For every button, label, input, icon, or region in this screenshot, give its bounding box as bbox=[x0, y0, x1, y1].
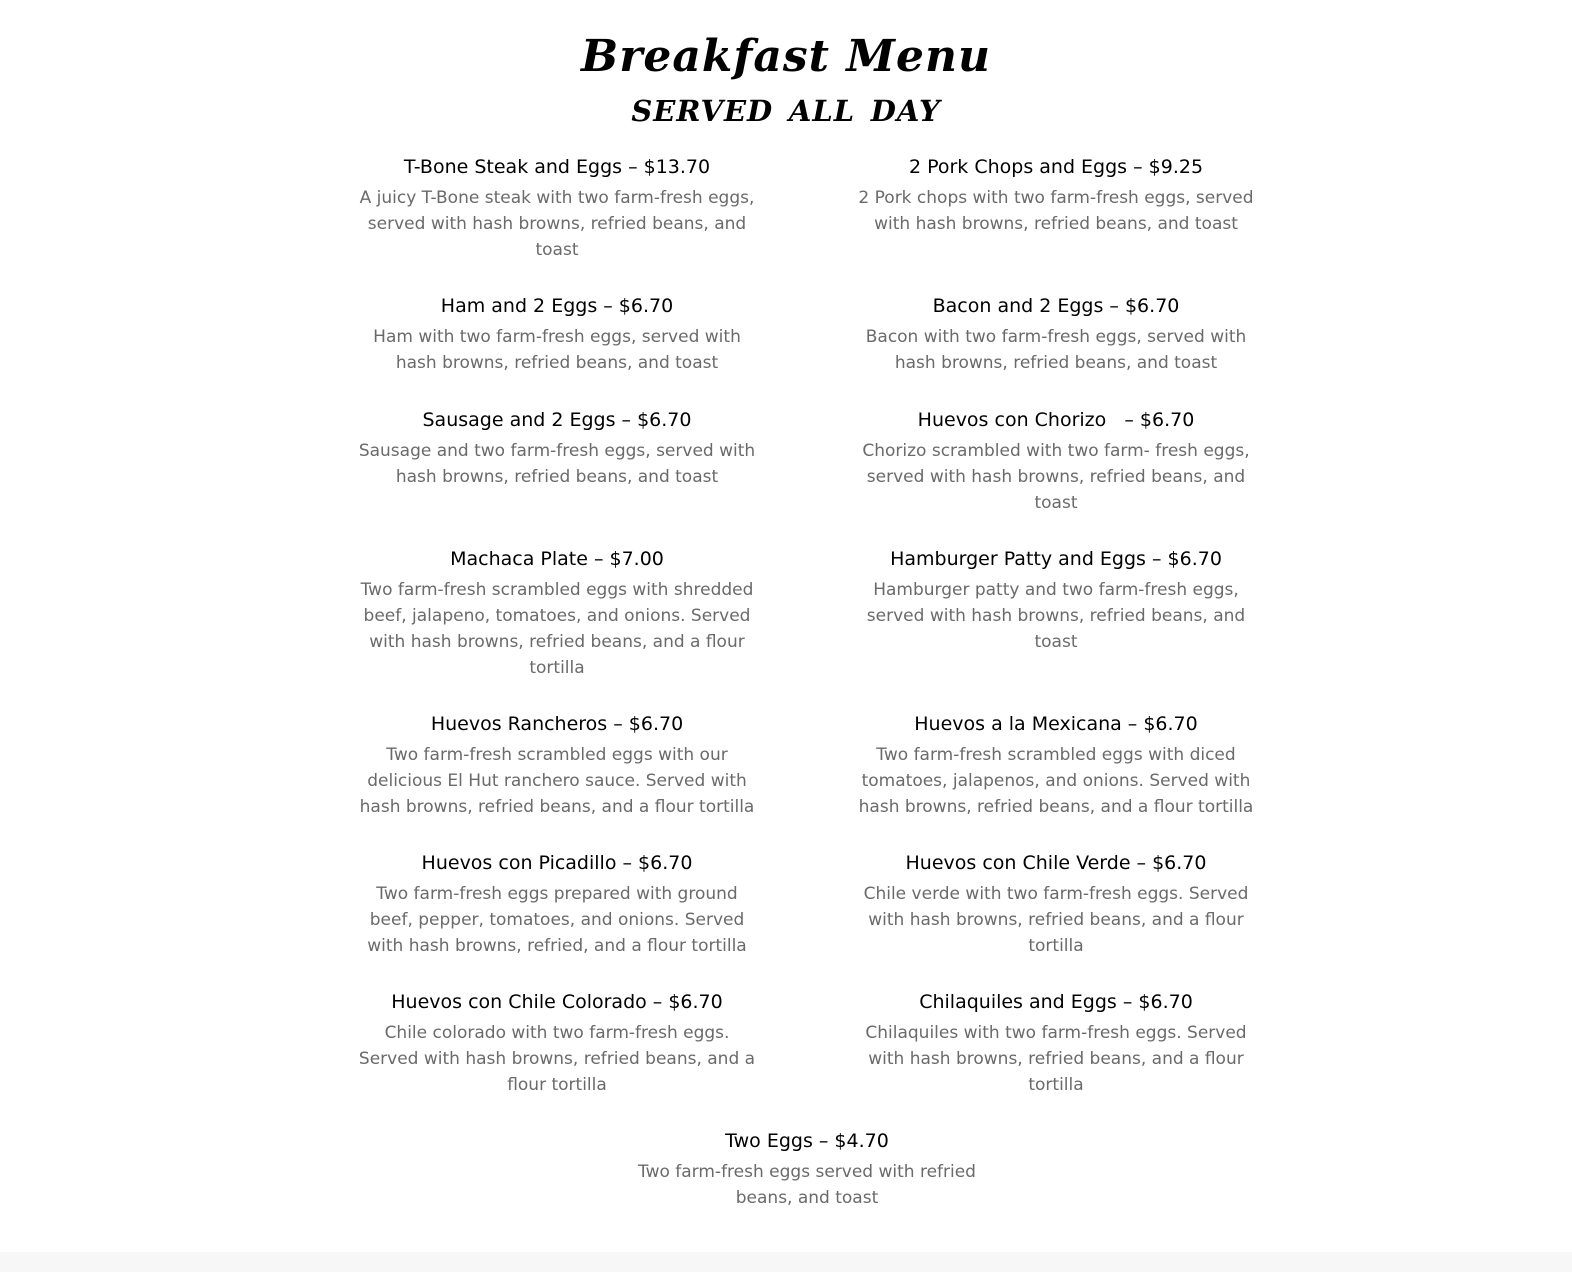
menu-item-ham-and-eggs bbox=[357, 294, 757, 376]
menu-item-description: 2 Pork chops with two farm-fresh eggs, served with hash browns, refried beans, and toast bbox=[858, 188, 1254, 234]
menu-item-name: Bacon and 2 Eggs – $6.70 bbox=[932, 295, 1180, 317]
menu-item-description: Bacon with two farm-fresh eggs, served with hash browns, refried beans, and toast bbox=[865, 327, 1247, 373]
menu-item-name: Huevos con Chorizo – $6.70 bbox=[917, 409, 1195, 431]
menu-item-description: Chilaquiles with two farm-fresh eggs. Served with hash browns, refried beans, and a flour tortilla bbox=[865, 1023, 1247, 1095]
page-footer-band bbox=[0, 1252, 1572, 1272]
menu-item-hamburger-patty-and-eggs bbox=[856, 547, 1256, 655]
menu-title bbox=[0, 32, 1572, 132]
menu-item-name: Chilaquiles and Eggs – $6.70 bbox=[919, 991, 1193, 1013]
menu-item-tbone-steak-and-eggs bbox=[357, 155, 757, 263]
menu-title-line2: served all day bbox=[631, 82, 941, 131]
menu-item-huevos-a-la-mexicana bbox=[856, 712, 1256, 820]
menu-item-chilaquiles-and-eggs bbox=[856, 990, 1256, 1098]
menu-item-name: Huevos Rancheros – $6.70 bbox=[430, 713, 684, 735]
menu-item-huevos-con-chile-colorado bbox=[357, 990, 757, 1098]
menu-item-bacon-and-eggs bbox=[856, 294, 1256, 376]
menu-item-name: Hamburger Patty and Eggs – $6.70 bbox=[890, 548, 1222, 570]
menu-item-name: Machaca Plate – $7.00 bbox=[450, 548, 664, 570]
menu-item-name: Two Eggs – $4.70 bbox=[725, 1130, 889, 1152]
menu-item-name: T-Bone Steak and Eggs – $13.70 bbox=[403, 156, 711, 178]
menu-item-description: Two farm-fresh scrambled eggs with shredded beef, jalapeno, tomatoes, and onions. Served with hash browns, refried beans, and a flour tortilla bbox=[360, 580, 754, 678]
menu-item-description: A juicy T-Bone steak with two farm-fresh eggs, served with hash browns, refried beans, and toast bbox=[359, 188, 755, 260]
menu-item-pork-chops-and-eggs bbox=[856, 155, 1256, 237]
menu-item-description: Chile verde with two farm-fresh eggs. Served with hash browns, refried beans, and a flour tortilla bbox=[863, 884, 1249, 956]
menu-item-sausage-and-eggs bbox=[357, 408, 757, 490]
menu-item-name: 2 Pork Chops and Eggs – $9.25 bbox=[908, 156, 1204, 178]
menu-item-huevos-rancheros bbox=[357, 712, 757, 820]
menu-item-machaca-plate bbox=[357, 547, 757, 681]
menu-item-two-eggs bbox=[607, 1129, 1007, 1211]
menu-item-description: Two farm-fresh scrambled eggs with our delicious El Hut ranchero sauce. Served with hash browns, refried beans, and a flour tortilla bbox=[359, 745, 755, 817]
menu-item-description: Chile colorado with two farm-fresh eggs. Served with hash browns, refried beans, and a flour tortilla bbox=[358, 1023, 756, 1095]
menu-item-huevos-con-picadillo bbox=[357, 851, 757, 959]
menu-item-name: Huevos con Chile Verde – $6.70 bbox=[905, 852, 1207, 874]
menu-item-description: Sausage and two farm-fresh eggs, served with hash browns, refried beans, and toast bbox=[358, 441, 756, 487]
menu-item-description: Hamburger patty and two farm-fresh eggs, served with hash browns, refried beans, and toast bbox=[866, 580, 1246, 652]
menu-item-description: Ham with two farm-fresh eggs, served with hash browns, refried beans, and toast bbox=[373, 327, 741, 373]
menu-item-huevos-con-chorizo bbox=[856, 408, 1256, 516]
menu-item-huevos-con-chile-verde bbox=[856, 851, 1256, 959]
menu-item-name: Huevos con Picadillo – $6.70 bbox=[421, 852, 693, 874]
menu-item-name: Ham and 2 Eggs – $6.70 bbox=[440, 295, 674, 317]
menu-item-name: Sausage and 2 Eggs – $6.70 bbox=[422, 409, 692, 431]
menu-item-name: Huevos con Chile Colorado – $6.70 bbox=[391, 991, 723, 1013]
menu-item-name: Huevos a la Mexicana – $6.70 bbox=[914, 713, 1198, 735]
menu-item-description: Two farm-fresh scrambled eggs with diced tomatoes, jalapenos, and onions. Served with hash browns, refried beans, and a flour tortilla bbox=[858, 745, 1254, 817]
menu-title-line1: Breakfast Menu bbox=[581, 31, 991, 82]
menu-item-description: Chorizo scrambled with two farm- fresh eggs, served with hash browns, refried beans, and toast bbox=[862, 441, 1250, 513]
menu-item-description: Two farm-fresh eggs served with refried beans, and toast bbox=[638, 1162, 976, 1208]
menu-item-description: Two farm-fresh eggs prepared with ground beef, pepper, tomatoes, and onions. Served with hash browns, refried, and a flour tortilla bbox=[367, 884, 747, 956]
